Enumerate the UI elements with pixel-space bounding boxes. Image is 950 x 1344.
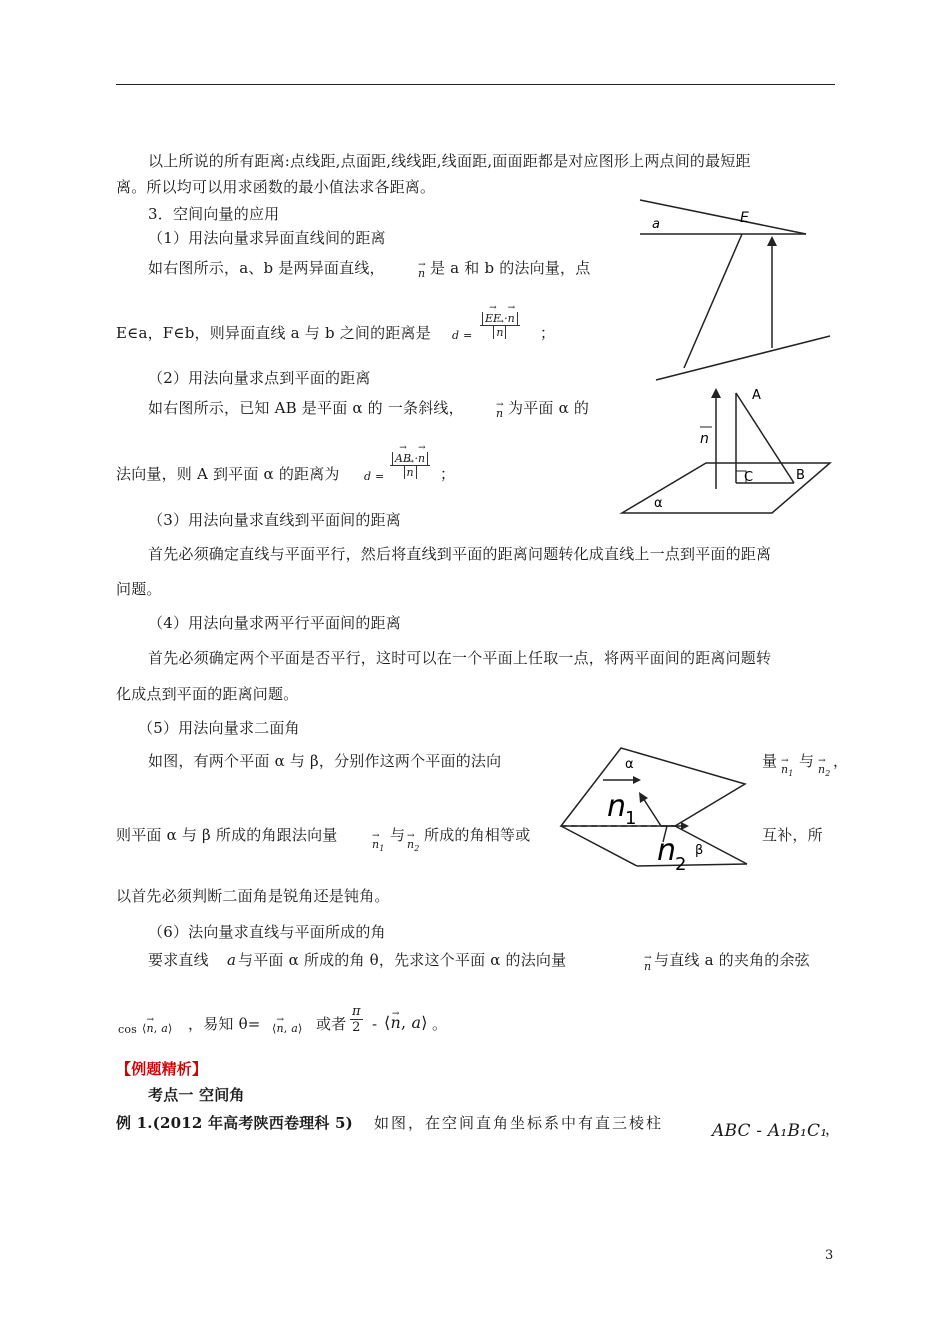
h5-line1: 如图，有两个平面 α 与 β，分别作这两个平面的法向 [148,752,502,770]
pi-over-2: $\frac{\pi}{2}$ [352,1004,361,1035]
h2-line1-a: 如右图所示，已知 AB 是平面 α 的 一条斜线， [148,399,464,417]
example-1-expr: ABC - A₁B₁C₁ [712,1121,828,1141]
h5-line2-b: 与 [390,826,406,844]
label-alpha: α [625,757,634,772]
h5-line1-right-b: 与 [799,752,815,770]
angle-expr-3: ⟨→ n, a⟩ [384,1013,428,1033]
h5-line3: 以首先必须判断二面角是锐角还是钝角。 [116,887,390,905]
figure-skew-lines [640,200,840,385]
h6-line2-d: 。 [432,1015,448,1033]
h6-line1-b: 与平面 α 所成的角 θ，先求这个平面 α 的法向量 [238,951,567,969]
n1-vector: → $n_1$ [372,835,385,859]
line-a [640,200,806,234]
segment-ef [684,234,742,368]
n-vector: → n [407,466,414,479]
arrowhead-icon [711,388,721,398]
arrowhead-icon [639,792,648,803]
paragraph-1-cont: 离。所以均可以用求函数的最小值法求各距离。 [116,178,436,196]
h6-line1-a: 要求直线 [148,951,209,969]
h1-line2: E∈a，F∈b，则异面直线 a 与 b 之间的距离是 [116,324,431,342]
label-n2-sub: 2 [675,854,687,875]
h6-line2-b: ，易知 θ= [188,1015,261,1033]
arrowhead-icon [767,236,777,246]
heading-6: （6）法向量求直线与平面所成的角 [148,923,386,941]
h3-line2: 问题。 [116,580,162,598]
h4-line2: 化成点到平面的距离问题。 [116,685,299,703]
h3-line1: 首先必须确定直线与平面平行，然后将直线到平面的距离问题转化成直线上一点到平面的距离 [148,545,772,563]
angle-expr-2: ⟨→ n, a⟩ [272,1019,302,1039]
h4-line1: 首先必须确定两个平面是否平行，这时可以在一个平面上任取一点，将两平面间的距离问题转 [148,649,772,667]
example-1-tail: ， [825,1120,841,1138]
heading-1: （1）用法向量求异面直线间的距离 [148,229,386,247]
line-a-symbol: a [227,951,237,969]
h5-line2-a: 则平面 α 与 β 所成的角跟法向量 [116,826,338,844]
n-vector: → n [644,957,651,977]
formula-d-2: d = [364,470,385,483]
minus-sign: - [372,1015,378,1033]
label-n1-sub: 1 [625,808,637,829]
example-1-source: 例 1.(2012 年高考陕西卷理科 5) [116,1114,353,1132]
figure-point-plane [620,385,840,520]
n-vector: → n [418,264,425,284]
h2-line2: 法向量，则 A 到平面 α 的距离为 [116,465,340,483]
heading-4: （4）用法向量求两平行平面间的距离 [148,614,401,632]
formula-d-1: d = [452,329,473,342]
label-B: B [796,468,805,483]
h6-line2-c: 或者 [316,1015,347,1033]
n2-vector: → $n_2$ [407,835,420,859]
label-C: C [744,470,754,485]
n-vector: → n [508,312,515,325]
heading-5: （5）用法向量求二面角 [138,719,300,737]
figure-dihedral [555,740,755,875]
heading-3: （3）用法向量求直线到平面间的距离 [148,511,401,529]
formula-fraction-2: → AB ·→ n → n [390,452,430,479]
label-A: A [752,388,761,403]
label-a: a [652,217,660,232]
label-n2: n [657,833,677,868]
label-alpha: α [654,496,663,511]
n-vector: → n [496,326,503,339]
header-rule [116,84,835,85]
label-E: E [740,210,749,226]
h2-line1-b: 为平面 α 的 [508,399,590,417]
angle-expr-1: ⟨→ n, a⟩ [142,1019,172,1039]
h5-line2-c: 所成的角相等或 [424,826,531,844]
section-3-title: 3．空间向量的应用 [148,205,280,223]
arrowhead-icon [681,822,689,830]
heading-2: （2）用法向量求点到平面的距离 [148,369,371,387]
n2-vector: → $n_2$ [818,760,831,784]
line-b [656,336,830,380]
plane-beta-edge-1 [561,826,637,866]
label-n1: n [607,789,627,824]
example-tag: 【例题精析】 [116,1060,208,1078]
topic-1: 考点一 空间角 [148,1086,245,1104]
semicolon-2: ； [440,465,456,483]
example-1-text: 如图，在空间直角坐标系中有直三棱柱 [374,1114,664,1132]
n1-vector: → $n_1$ [781,760,794,784]
normal-1-line [643,798,661,826]
label-beta: β [695,843,704,858]
semicolon: ； [540,324,556,342]
arrowhead-icon [633,776,641,784]
comma: ， [833,752,849,770]
page-number: 3 [825,1248,834,1263]
paragraph-1: 以上所说的所有距离:点线距,点面距,线线距,线面距,面面距都是对应图形上两点间的最短距 [148,152,751,170]
ef-vector: → EF [485,312,501,325]
h2-vector-n [496,404,503,424]
h1-line1-a: 如右图所示，a、b 是两异面直线， [148,259,385,277]
ab-vector: → AB [395,452,411,465]
formula-fraction-1: → EF ·→ n → n [480,312,520,339]
n-vector: → n [496,404,503,424]
h6-line1-c: 与直线 a 的夹角的余弦 [654,951,810,969]
cos-label: cos [118,1023,138,1036]
n-vector: → n [418,452,425,465]
h1-vector-n [418,264,425,284]
h5-line1-right-a: 量 [762,752,778,770]
h1-line1-b: 是 a 和 b 的法向量，点 [430,259,591,277]
h5-line2-right: 互补，所 [762,826,823,844]
plane-beta-edge-2 [637,864,747,866]
label-n: n [700,431,709,447]
